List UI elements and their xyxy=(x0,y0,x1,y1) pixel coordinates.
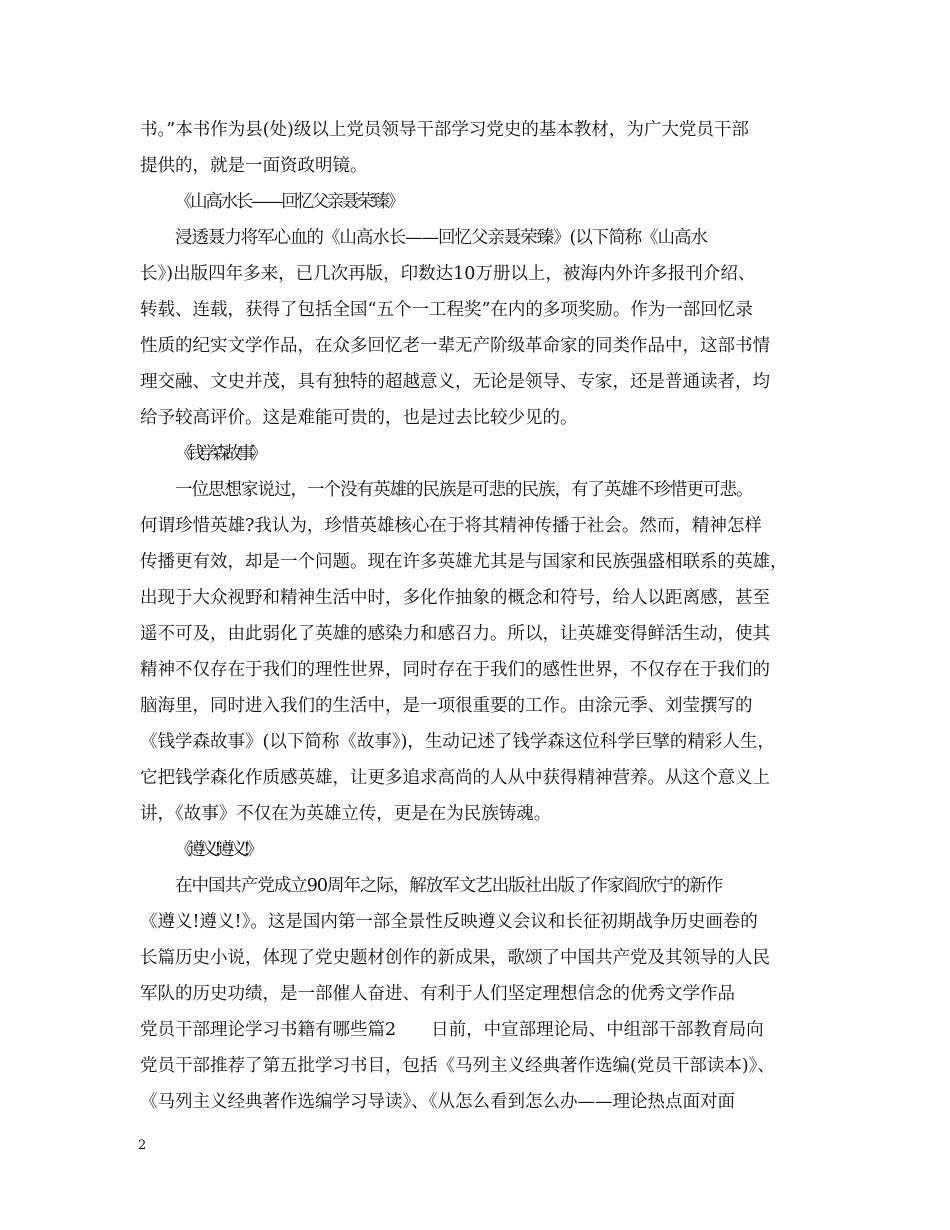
text-line: 《遵义!遵义!》。这是国内第一部全景性反映遵义会议和长征初期战争历史画卷的 xyxy=(140,912,758,932)
text-line: 何谓珍惜英雄?我认为，珍惜英雄核心在于将其精神传播于社会。然而，精神怎样 xyxy=(140,516,762,536)
section-heading: 《山高水长——回忆父亲聂荣臻》 xyxy=(175,192,403,212)
text-line: 《钱学森故事》(以下简称《故事》)，生动记述了钱学森这位科学巨擘的精彩人生， xyxy=(140,732,775,752)
text-line: 给予较高评价。这是难能可贵的，也是过去比较少见的。 xyxy=(140,408,578,428)
text-line: 提供的，就是一面资政明镜。 xyxy=(140,156,368,176)
text-line: 传播更有效，却是一个问题。现在许多英雄尤其是与国家和民族强盛相联系的英雄， xyxy=(140,552,788,572)
text-line: 理交融、文史并茂，具有独特的超越意义，无论是领导、专家，还是普通读者，均 xyxy=(140,372,770,392)
text-line: 长》)出版四年多来，已几次再版，印数达10万册以上，被海内外许多报刊介绍、 xyxy=(140,264,756,284)
text-line: 转载、连载，获得了包括全国“五个一工程奖”在内的多项奖励。作为一部回忆录 xyxy=(140,300,753,320)
text-line: 长篇历史小说，体现了党史题材创作的新成果，歌颂了中国共产党及其领导的人民 xyxy=(140,948,770,968)
text-line: 性质的纪实文学作品，在众多回忆老一辈无产阶级革命家的同类作品中，这部书情 xyxy=(140,336,770,356)
text-line: 党员干部理论学习书籍有哪些篇2 日前，中宣部理论局、中组部干部教育局向 xyxy=(140,1020,764,1040)
section-heading: 《遵义!遵义!》 xyxy=(175,840,260,860)
section-heading: 《钱学森故事》 xyxy=(175,444,263,464)
page-number: 2 xyxy=(138,1138,147,1153)
text-line: 一位思想家说过，一个没有英雄的民族是可悲的民族，有了英雄不珍惜更可悲。 xyxy=(175,480,753,500)
text-line: 出现于大众视野和精神生活中时，多化作抽象的概念和符号，给人以距离感，甚至 xyxy=(140,588,770,608)
text-line: 书。”本书作为县(处)级以上党员领导干部学习党史的基本教材，为广大党员干部 xyxy=(140,120,749,140)
text-line: 脑海里，同时进入我们的生活中，是一项很重要的工作。由涂元季、刘莹撰写的 xyxy=(140,696,753,716)
text-line: 遥不可及，由此弱化了英雄的感染力和感召力。所以，让英雄变得鲜活生动，使其 xyxy=(140,624,770,644)
text-line: 精神不仅存在于我们的理性世界，同时存在于我们的感性世界，不仅存在于我们的 xyxy=(140,660,770,680)
text-line: 浸透聂力将军心血的《山高水长——回忆父亲聂荣臻》(以下简称《山高水 xyxy=(175,228,707,248)
text-line: 在中国共产党成立90周年之际，解放军文艺出版社出版了作家阎欣宁的新作 xyxy=(175,876,723,896)
text-line: 讲，《故事》不仅在为英雄立传，更是在为民族铸魂。 xyxy=(140,804,552,824)
text-line: 军队的历史功绩，是一部催人奋进、有利于人们坚定理想信念的优秀文学作品 xyxy=(140,984,735,1004)
text-line: 它把钱学森化作质感英雄，让更多追求高尚的人从中获得精神营养。从这个意义上 xyxy=(140,768,770,788)
text-line: 党员干部推荐了第五批学习书目，包括《马列主义经典著作选编(党员干部读本)》、 xyxy=(140,1056,775,1076)
text-line: 《马列主义经典著作选编学习导读》、《从怎么看到怎么办——理论热点面对面 xyxy=(140,1092,735,1112)
